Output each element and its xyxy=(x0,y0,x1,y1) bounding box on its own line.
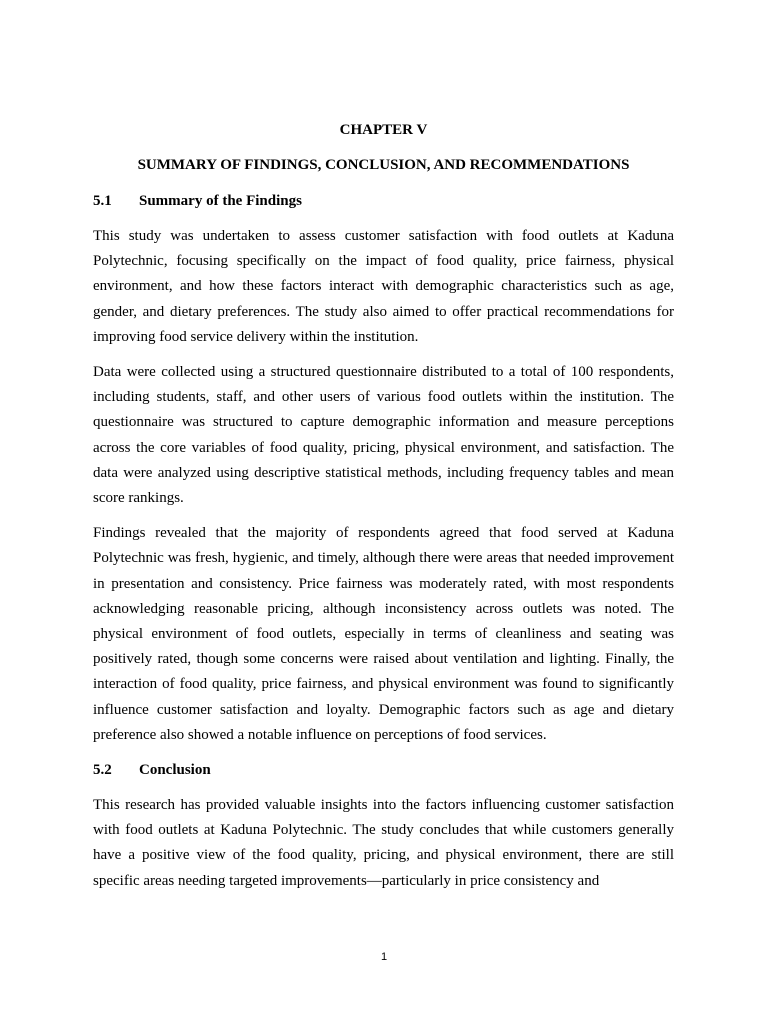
paragraph: Data were collected using a structured questionnaire distributed to a total of 100 respondents, including students, staff, and other users of various food outlets within the institution. The questionnaire was structured to capture demographic information and measure perceptions across the core variables of food quality, pricing, physical environment, and satisfaction. The data were analyzed using descriptive statistical methods, including frequency tables and mean score rankings. xyxy=(93,364,674,507)
section-heading-5-1 xyxy=(93,189,674,214)
section-number: 5.2 xyxy=(93,762,112,779)
chapter-title: SUMMARY OF FINDINGS, CONCLUSION, AND RECOMMENDATIONS xyxy=(137,157,630,173)
section-heading-5-2 xyxy=(93,758,674,783)
section-title: Conclusion xyxy=(139,762,211,779)
paragraph: This study was undertaken to assess customer satisfaction with food outlets at Kaduna Polytechnic, focusing specifically on the impact of food quality, price fairness, physical environment, and how these factors interact with demographic characteristics such as age, gender, and dietary preferences. The study also aimed to offer practical recommendations for improving food service delivery within the institution. xyxy=(93,228,674,345)
chapter-label: CHAPTER V xyxy=(339,122,428,138)
section-title: Summary of the Findings xyxy=(139,193,302,209)
paragraph: Findings revealed that the majority of respondents agreed that food served at Kaduna Polytechnic was fresh, hygienic, and timely, although there were areas that needed improvement in presentation and consistency. Price fairness was moderately rated, with most respondents acknowledging reasonable pricing, although inconsistency across outlets was noted. The physical environment of food outlets, especially in terms of cleanliness and seating was positively rated, though some concerns were raised about ventilation and lighting. Finally, the interaction of food quality, price fairness, and physical environment was found to significantly influence customer satisfaction and loyalty. Demographic factors such as age and dietary preference also showed a notable influence on perceptions of food services. xyxy=(93,525,674,743)
page-number: 1 xyxy=(380,951,388,963)
section-number: 5.1 xyxy=(93,193,112,209)
paragraph: This research has provided valuable insights into the factors influencing customer satisfaction with food outlets at Kaduna Polytechnic. The study concludes that while customers generally have a positive view of the food quality, pricing, and physical environment, there are still specific areas needing targeted improvements—particularly in price consistency and xyxy=(93,797,674,889)
document-page xyxy=(93,118,674,904)
